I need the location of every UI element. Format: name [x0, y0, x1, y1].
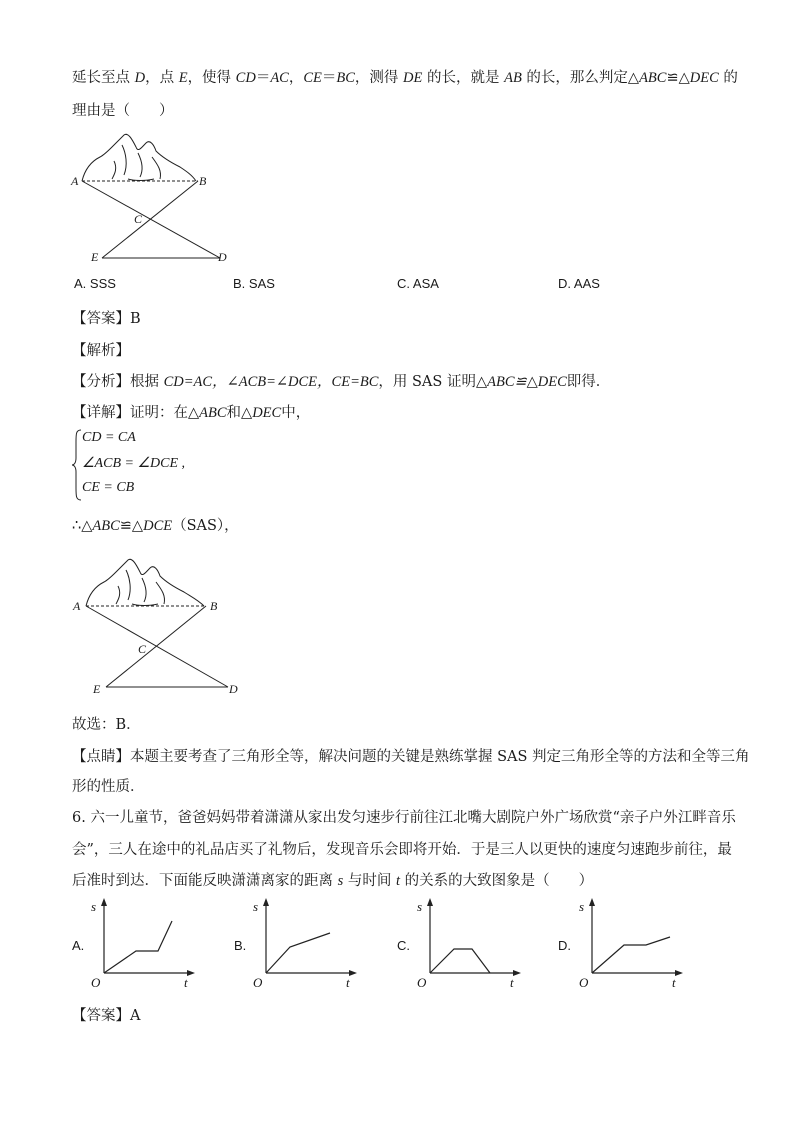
svg-text:O: O	[579, 975, 589, 990]
svg-text:s: s	[253, 899, 259, 914]
svg-text:s: s	[417, 899, 423, 914]
q6-graph-c	[414, 895, 524, 990]
svg-text:t: t	[672, 975, 676, 990]
svg-text:s: s	[91, 899, 97, 914]
equation-2: ∠ACB = ∠DCE ,	[82, 456, 185, 471]
q5-fenxi: 【分析】根据 CD=AC，∠ACB=∠DCE，CE=BC，用 SAS 证明△ABC≌△DEC即得．	[72, 374, 611, 390]
q6-option-a[interactable]: A.	[72, 938, 85, 953]
q6-stem-line2: 会”，三人在途中的礼品店买了礼物后，发现音乐会即将开始．于是三人以更快的速度匀速跑步前往，最	[72, 842, 732, 858]
brace-icon	[72, 428, 82, 502]
equation-3: CE = CB	[82, 480, 135, 495]
label-E-2: E	[93, 682, 101, 696]
q5-option-d[interactable]: D. AAS	[558, 276, 600, 291]
q5-stem-line2: 理由是（ ）	[72, 103, 174, 119]
q5-answer: 【答案】B	[72, 311, 141, 327]
q6-option-d[interactable]: D.	[558, 938, 571, 953]
q5-choose: 故选：B．	[72, 717, 141, 733]
svg-text:t: t	[510, 975, 514, 990]
mountain-sketch	[82, 134, 196, 181]
label-D: D	[218, 250, 227, 264]
q5-dianjing-line1: 【点睛】本题主要考查了三角形全等，解决问题的关键是熟练掌握 SAS 判定三角形全等的方法和全等三角	[72, 749, 750, 765]
q5-conclusion: ∴△ABC≌△DCE（SAS），	[72, 518, 239, 534]
label-A: A	[71, 174, 79, 188]
svg-text:O: O	[91, 975, 101, 990]
svg-text:O: O	[417, 975, 427, 990]
q6-stem-line3: 后准时到达．下面能反映潇潇离家的距离 s 与时间 t 的关系的大致图象是（ ）	[72, 873, 594, 889]
label-A-2: A	[73, 599, 81, 613]
label-C: C	[134, 212, 143, 226]
q5-dianjing-line2: 形的性质．	[72, 779, 145, 795]
q5-option-a[interactable]: A. SSS	[74, 276, 116, 291]
label-E: E	[91, 250, 99, 264]
q6-graph-b	[250, 895, 360, 990]
label-C-2: C	[138, 642, 147, 656]
svg-text:s: s	[579, 899, 585, 914]
q5-stem-line1: 延长至点 D，点 E，使得 CD＝AC，CE＝BC，测得 DE 的长，就是 AB 的长，那么判定△ABC≌△DEC 的	[72, 70, 738, 86]
label-B: B	[199, 174, 207, 188]
q6-graph-d	[576, 895, 686, 990]
q5-option-b[interactable]: B. SAS	[233, 276, 275, 291]
equation-system	[72, 428, 212, 502]
q6-graph-a	[88, 895, 198, 990]
q5-figure-1	[68, 125, 238, 270]
q5-option-c[interactable]: C. ASA	[397, 276, 439, 291]
q6-option-b[interactable]: B.	[234, 938, 247, 953]
svg-text:t: t	[184, 975, 188, 990]
q6-answer: 【答案】A	[72, 1008, 141, 1024]
mountain-sketch-2	[86, 559, 204, 606]
svg-text:t: t	[346, 975, 350, 990]
label-D-2: D	[229, 682, 238, 696]
svg-text:O: O	[253, 975, 263, 990]
label-B-2: B	[210, 599, 218, 613]
q5-analysis-tag: 【解析】	[72, 343, 130, 359]
q5-figure-2	[70, 550, 250, 700]
equation-1: CD = CA	[82, 430, 136, 445]
q6-option-c[interactable]: C.	[397, 938, 410, 953]
q6-stem-line1: 6. 六一儿童节，爸爸妈妈带着潇潇从家出发匀速步行前往江北嘴大剧院户外广场欣赏“亲子户外江畔音乐	[72, 810, 736, 826]
q5-xiangjie: 【详解】证明：在△ABC和△DEC中，	[72, 405, 311, 421]
